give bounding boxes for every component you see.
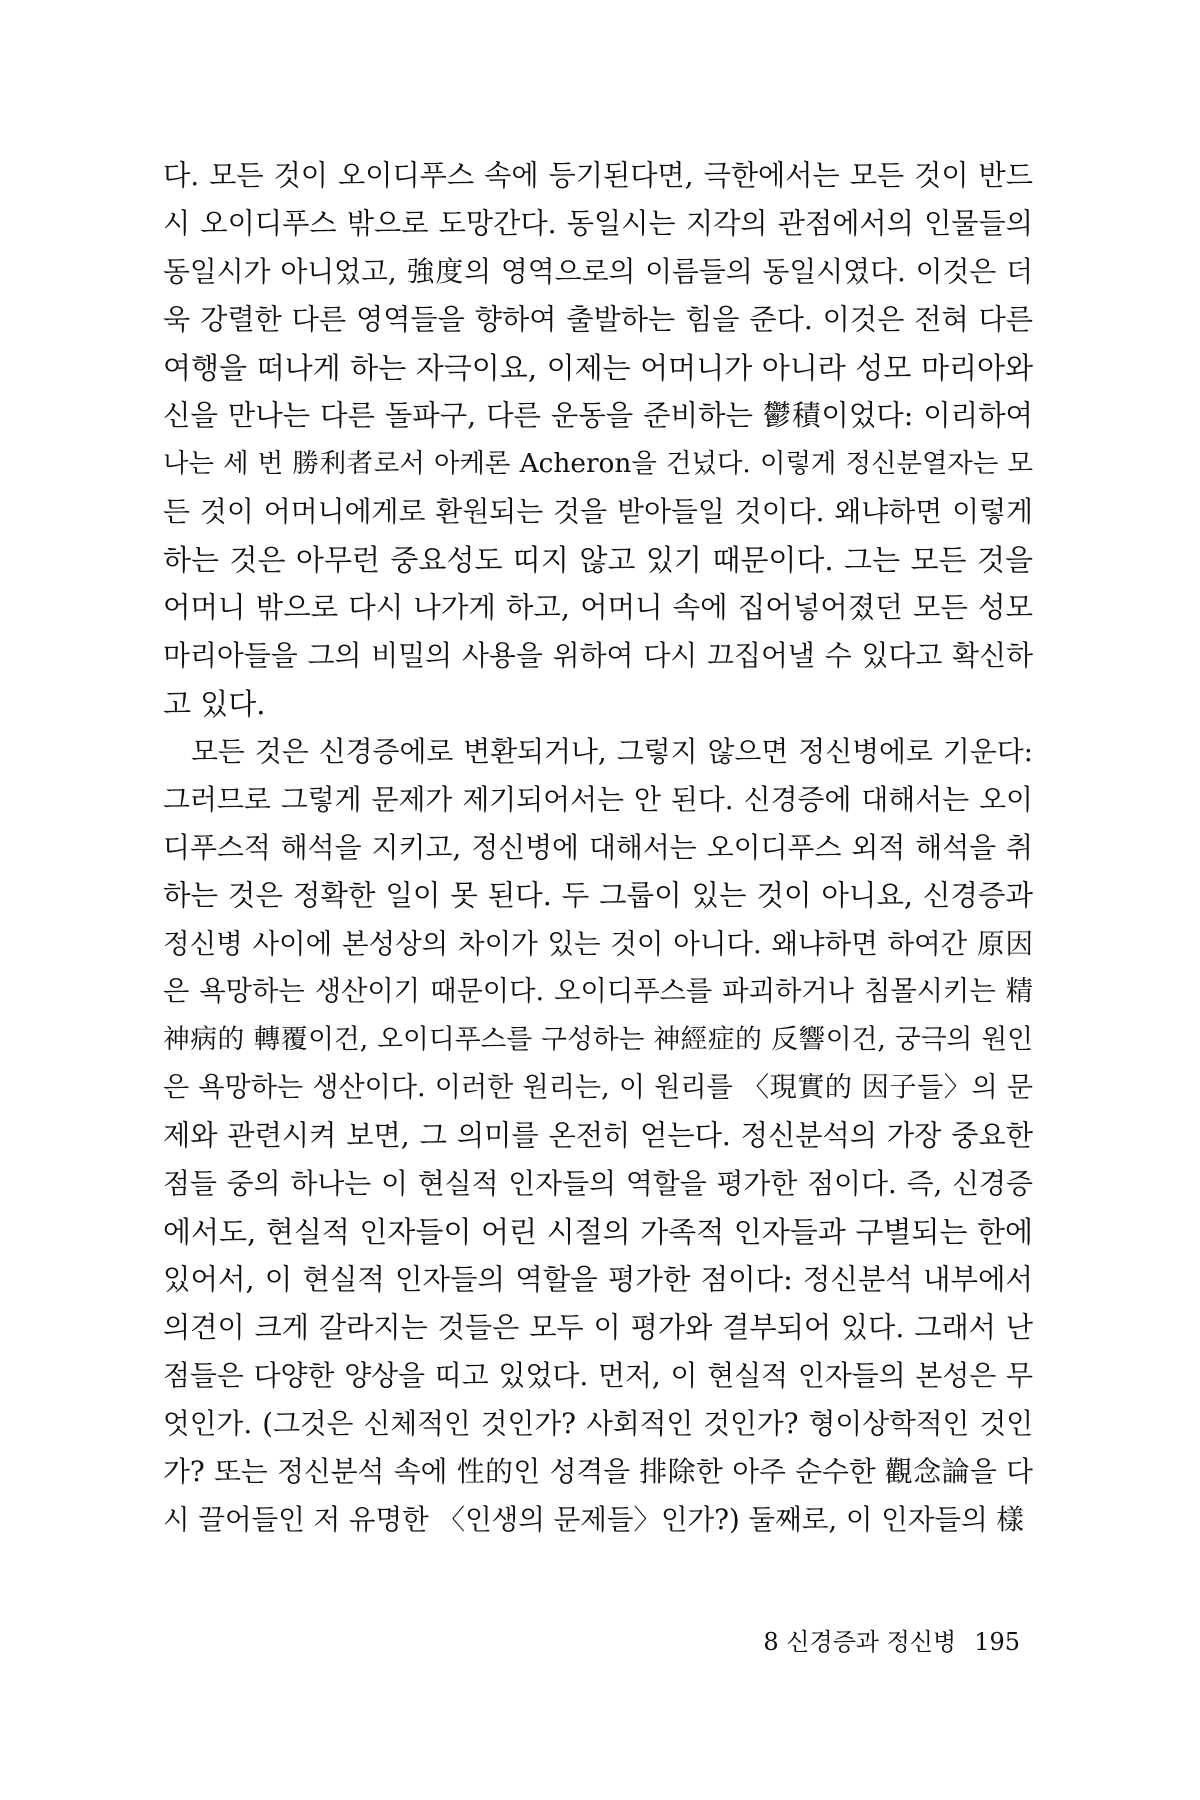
- text-line: 고 있다.: [163, 687, 266, 721]
- text-line: 은 욕망하는 생산이다. 이러한 원리는, 이 원리를 〈現實的 因子들〉의 문: [163, 1072, 1033, 1103]
- page-footer: [740, 1622, 1020, 1662]
- text-line: 시 끌어들인 저 유명한 〈인생의 문제들〉인가?) 둘째로, 이 인자들의 樣: [163, 1504, 1024, 1536]
- text-line: 마리아들을 그의 비밀의 사용을 위하여 다시 끄집어낼 수 있다고 확신하: [163, 639, 1033, 672]
- text-line: 동일시가 아니었고, 強度의 영역으로의 이름들의 동일시였다. 이것은 더: [163, 255, 1033, 288]
- text-line: 다. 모든 것이 오이디푸스 속에 등기된다면, 극한에서는 모든 것이 반드: [163, 159, 1033, 192]
- text-line: 욱 강렬한 다른 영역들을 향하여 출발하는 힘을 준다. 이것은 전혀 다른: [163, 303, 1033, 336]
- text-line: 어머니 밖으로 다시 나가게 하고, 어머니 속에 집어넣어졌던 모든 성모: [163, 591, 1033, 624]
- text-line: 제와 관련시켜 보면, 그 의미를 온전히 얻는다. 정신분석의 가장 중요한: [163, 1119, 1033, 1152]
- text-line: 점들 중의 하나는 이 현실적 인자들의 역할을 평가한 점이다. 즉, 신경증: [163, 1167, 1033, 1200]
- page-number: 195: [974, 1628, 1020, 1656]
- text-line: 은 욕망하는 생산이기 때문이다. 오이디푸스를 파괴하거나 침몰시키는 精: [163, 976, 1033, 1007]
- text-line: 점들은 다양한 양상을 띠고 있었다. 먼저, 이 현실적 인자들의 본성은 무: [163, 1359, 1033, 1392]
- text-line: 가? 또는 정신분석 속에 性的인 성격을 排除한 아주 순수한 觀念論을 다: [163, 1455, 1033, 1488]
- text-line: 엇인가. (그것은 신체적인 것인가? 사회적인 것인가? 형이상학적인 것인: [163, 1407, 1033, 1440]
- running-title: 8 신경증과 정신병: [763, 1628, 957, 1656]
- text-line: 모든 것은 신경증에로 변환되거나, 그렇지 않으면 정신병에로 기운다:: [191, 735, 1033, 768]
- paragraph: [163, 728, 1033, 1544]
- text-line: 나는 세 번 勝利者로서 아케론 Acheron을 건넜다. 이렇게 정신분열자는 모: [163, 449, 1033, 479]
- text-line: 하는 것은 아무런 중요성도 띠지 않고 있기 때문이다. 그는 모든 것을: [163, 543, 1033, 577]
- text-line: 신을 만나는 다른 돌파구, 다른 운동을 준비하는 鬱積이었다: 이리하여: [163, 399, 1033, 432]
- text-line: 하는 것은 정확한 일이 못 된다. 두 그룹이 있는 것이 아니요, 신경증과: [163, 879, 1033, 912]
- body-text: [163, 152, 1033, 1544]
- text-line: 있어서, 이 현실적 인자들의 역할을 평가한 점이다: 정신분석 내부에서: [163, 1263, 1033, 1296]
- paragraph: [163, 152, 1033, 728]
- text-line: 여행을 떠나게 하는 자극이요, 이제는 어머니가 아니라 성모 마리아와: [163, 351, 1033, 385]
- text-line: 정신병 사이에 본성상의 차이가 있는 것이 아니다. 왜냐하면 하여간 原因: [163, 928, 1033, 960]
- text-line: 의견이 크게 갈라지는 것들은 모두 이 평가와 결부되어 있다. 그래서 난: [163, 1311, 1033, 1344]
- text-line: 神病的 轉覆이건, 오이디푸스를 구성하는 神經症的 反響이건, 궁극의 원인: [163, 1024, 1033, 1055]
- text-line: 에서도, 현실적 인자들이 어린 시절의 가족적 인자들과 구별되는 한에: [163, 1215, 1033, 1249]
- text-line: 든 것이 어머니에게로 환원되는 것을 받아들일 것이다. 왜냐하면 이렇게: [163, 495, 1033, 528]
- text-line: 그러므로 그렇게 문제가 제기되어서는 안 된다. 신경증에 대해서는 오이: [163, 783, 1033, 816]
- text-line: 시 오이디푸스 밖으로 도망간다. 동일시는 지각의 관점에서의 인물들의: [163, 207, 1033, 240]
- text-line: 디푸스적 해석을 지키고, 정신병에 대해서는 오이디푸스 외적 해석을 취: [163, 831, 1033, 864]
